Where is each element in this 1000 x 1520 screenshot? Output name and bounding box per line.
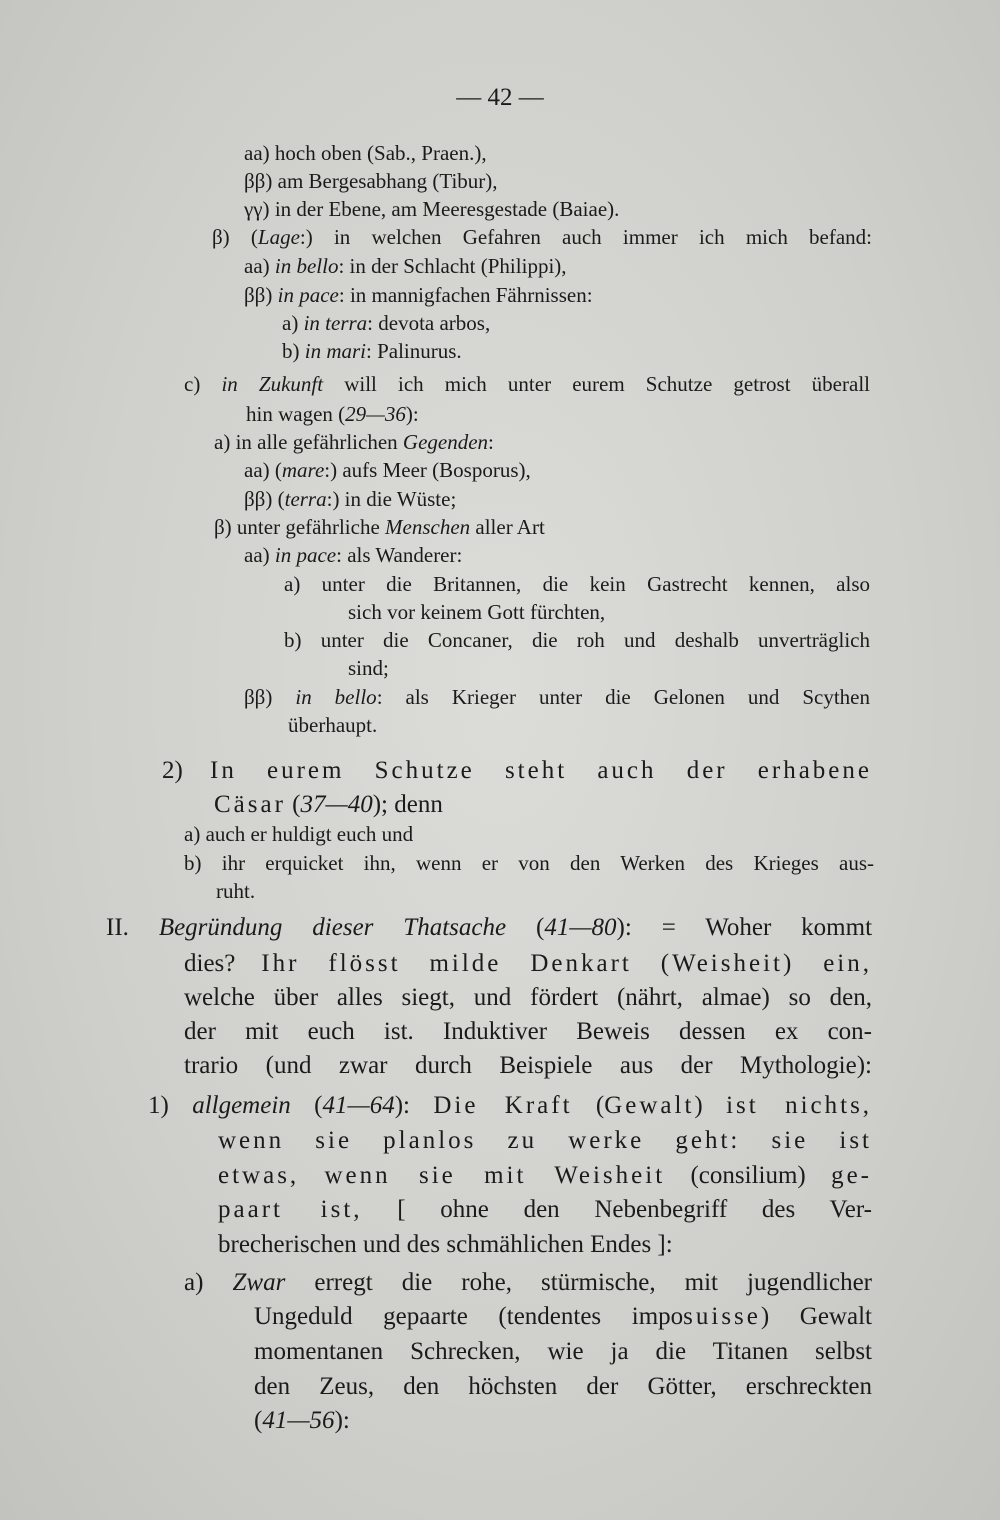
text-line: ruht. — [216, 879, 256, 903]
page-number: — 42 — — [456, 84, 544, 111]
text-line: a) in terra: devota arbos, — [282, 311, 491, 335]
text-line: 2) In eurem Schutze steht auch der erhabene — [162, 757, 872, 784]
text-line: c) in Zukunft will ich mich unter eurem Schutze getrost überall — [184, 372, 870, 396]
text-line: sind; — [348, 656, 389, 680]
text-line: a) Zwar erregt die rohe, stürmische, mit jugendlicher — [184, 1269, 872, 1296]
text-line: momentanen Schrecken, wie ja die Titanen selbst — [254, 1338, 872, 1365]
text-line: aa) in pace: als Wanderer: — [244, 543, 463, 567]
text-line: überhaupt. — [288, 713, 378, 737]
text-line: b) ihr erquicket ihn, wenn er von den Werken des Krieges aus- — [184, 851, 874, 875]
text-line: hin wagen (29—36): — [246, 402, 419, 426]
text-line: dies? Ihr flösst milde Denkart (Weisheit) ein, — [184, 950, 873, 977]
text-line: aa) in bello: in der Schlacht (Philippi), — [244, 254, 567, 278]
text-line: b) in mari: Palinurus. — [282, 339, 462, 363]
text-line: a) in alle gefährlichen Gegenden: — [214, 430, 494, 454]
text-line: der mit euch ist. Induktiver Beweis dessen ex con- — [184, 1018, 872, 1045]
text-line: ββ) (terra:) in die Wüste; — [244, 487, 457, 511]
text-line: brecherischen und des schmählichen Endes ]: — [218, 1231, 673, 1258]
text-line: Cäsar (37—40); denn — [214, 791, 443, 818]
text-line: II. Begründung dieser Thatsache (41—80): = Woher kommt — [106, 914, 873, 941]
text-line: (41—56): — [254, 1407, 350, 1434]
text-line: paart ist, [ ohne den Nebenbegriff des Ver- — [218, 1196, 872, 1223]
text-line: 1) allgemein (41—64): Die Kraft (Gewalt) ist nichts, — [148, 1092, 873, 1119]
text-line: welche über alles siegt, und fördert (nährt, almae) so den, — [184, 984, 872, 1011]
text-line: trario (und zwar durch Beispiele aus der Mythologie): — [184, 1052, 872, 1079]
text-line: Ungeduld gepaarte (tendentes imposuisse) Gewalt — [254, 1303, 872, 1330]
text-line: β) unter gefährliche Menschen aller Art — [214, 515, 545, 539]
text-line: wenn sie planlos zu werke geht: sie ist — [218, 1127, 872, 1154]
text-line: b) unter die Concaner, die roh und deshalb unverträglich — [284, 628, 870, 652]
text-line: ββ) am Bergesabhang (Tibur), — [244, 169, 498, 193]
text-line: γγ) in der Ebene, am Meeresgestade (Baiae). — [244, 197, 620, 221]
text-line: ββ) in bello: als Krieger unter die Gelonen und Scythen — [244, 685, 871, 709]
text-line: aa) hoch oben (Sab., Praen.), — [244, 141, 487, 165]
text-line: sich vor keinem Gott fürchten, — [348, 600, 606, 624]
text-line: ββ) in pace: in mannigfachen Fährnissen: — [244, 283, 593, 307]
text-line: etwas, wenn sie mit Weisheit (consilium) ge- — [218, 1162, 872, 1189]
text-line: β) (Lage:) in welchen Gefahren auch immer ich mich befand: — [212, 225, 873, 249]
text-line: a) unter die Britannen, die kein Gastrecht kennen, also — [284, 572, 870, 596]
text-line: aa) (mare:) aufs Meer (Bosporus), — [244, 458, 531, 482]
text-line: den Zeus, den höchsten der Götter, erschreckten — [254, 1373, 872, 1400]
text-line: a) auch er huldigt euch und — [184, 822, 414, 846]
